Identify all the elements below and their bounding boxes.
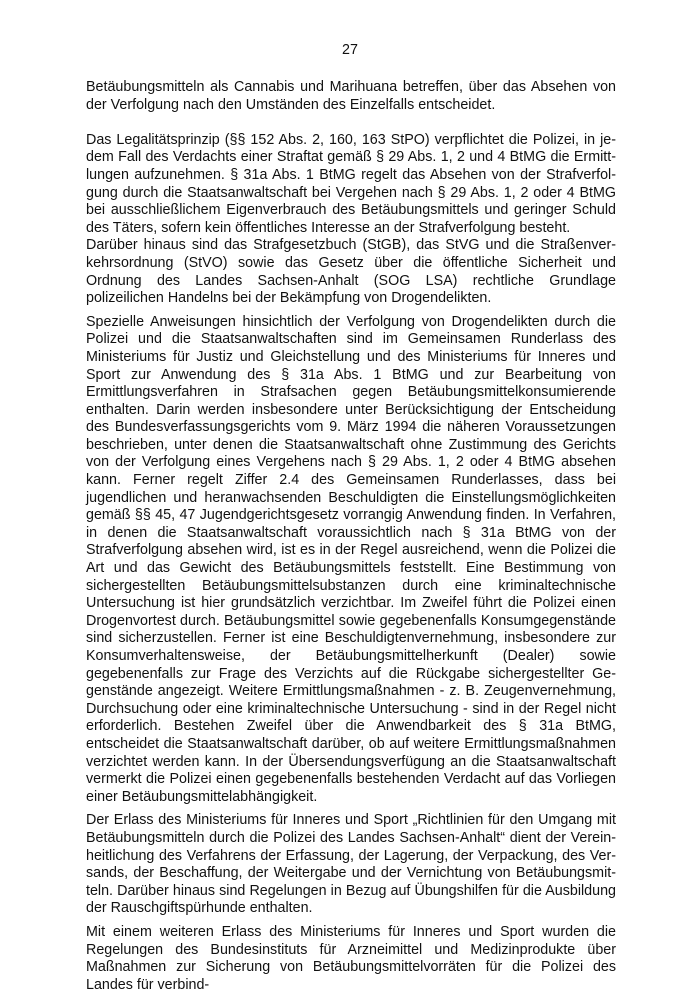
paragraph-special-instructions: Spezielle Anweisungen hinsichtlich der Verfolgung von Drogendelikten durch die Polizei und die Staatsanwaltschaften sind im Gemeinsamen Runderlass des Ministeriums für Justiz und Gleichstellung und des Ministeriums für Inneres und Sport zur Anwendung des § 31a Abs. 1 BtMG und zur Bearbeitung von Ermittlungsverfahren in Strafsachen gegen Betäubungsmittelkonsumierende enthalten. Darin werden insbesondere unter Berücksichtigung der Entscheidung des Bundesverfassungsgerichts vom 9. März 1994 die näheren Voraussetzungen beschrieben, unter denen die Staatsanwaltschaft ohne Zustimmung des Gerichts von der Verfolgung eines Vergehens nach § 29 Abs. 1, 2 oder 4 BtMG absehen kann. Ferner regelt Ziffer 2.4 des Gemeinsamen Runderlasses, dass bei jugendlichen und heranwachsenden Beschuldigten die Einstellungsmöglichkeiten gemäß §§ 45, 47 Jugendgerichtsgesetz vorrangig Anwendung finden. In Verfahren, in denen die Staatsanwaltschaft voraussichtlich nach § 31a BtMG von der Strafverfolgung absehen wird, ist es in der Regel ausreichend, wenn die Polizei die Art und das Gewicht des Betäubungsmittels feststellt. Eine Bestimmung von sichergestellten Betäubungsmittelsubstanzen durch eine kriminaltechnische Untersuchung ist hier grundsätzlich verzichtbar. Im Zweifel führt die Polizei einen Drogenvortest durch. Betäubungsmittel sowie gegebenenfalls Konsumgegenstände sind sicherzustellen. Ferner ist eine Beschuldigtenvernehmung, insbesondere zur Konsumverhaltensweise, der Betäubungsmittelherkunft (Dealer) sowie gegebenenfalls zur Frage des Verzichts auf die Rückgabe sichergestellter Gegenstände angezeigt. Weitere Ermittlungsmaßnahmen - z. B. Zeugenvernehmung, Durchsuchung oder eine kriminaltechnische Untersuchung - sind in der Regel nicht erforderlich. Bestehen Zweifel über die Anwendbarkeit des § 31a BtMG, entscheidet die Staatsanwaltschaft darüber, ob auf weitere Ermittlungsmaßnahmen verzichtet werden kann. In der Übersendungsverfügung an die Staatsanwaltschaft vermerkt die Polizei einen gegebenenfalls bestehenden Verdacht auf das Vorliegen einer Betäubungsmittelabhängigkeit. xyxy=(86,313,616,805)
paragraph-decree-guidelines: Der Erlass des Ministeriums für Inneres und Sport „Richtlinien für den Umgang mit Betäubungsmitteln durch die Polizei des Landes Sachsen-Anhalt“ dient der Vereinheitlichung des Verfahrens der Erfassung, der Lagerung, der Verpackung, des Versands, der Beschaffung, der Weitergabe und der Vernichtung von Betäubungsmitteln. Darüber hinaus sind Regelungen in Bezug auf Übungshilfen für die Ausbildung der Rauschgiftspürhunde enthalten. xyxy=(86,812,616,917)
page-number: 27 xyxy=(342,42,358,58)
paragraph-further-decree: Mit einem weiteren Erlass des Ministeriums für Inneres und Sport wurden die Regelungen des Bundesinstituts für Arzneimittel und Medizinprodukte über Maßnahmen zur Sicherung von Betäubungsmittelvorräten für die Polizei des Landes für verbind- xyxy=(86,923,616,993)
paragraph-legalitaetsprinzip: Das Legalitätsprinzip (§§ 152 Abs. 2, 160, 163 StPO) verpflichtet die Polizei, in jedem Fall des Verdachts einer Straftat gemäß § 29 Abs. 1, 2 und 4 BtMG die Ermittlungen aufzunehmen. § 31a Abs. 1 BtMG regelt das Absehen von der Strafverfolgung durch die Staatsanwaltschaft bei Vergehen nach § 29 Abs. 1, 2 oder 4 BtMG bei ausschließlichem Eigenverbrauch des Betäubungsmittels und geringer Schuld des Täters, sofern kein öffentliches Interesse an der Strafverfolgung besteht. xyxy=(86,131,616,236)
paragraph-legal-basis: Darüber hinaus sind das Strafgesetzbuch (StGB), das StVG und die Straßenverkehrsordnung (StVO) sowie das Gesetz über die öffentliche Sicherheit und Ordnung des Landes Sachsen-Anhalt (SOG LSA) rechtliche Grundlage polizeilichen Handelns bei der Bekämpfung von Drogendelikten. xyxy=(86,237,616,307)
paragraph-opening-continuation: Betäubungsmitteln als Cannabis und Marihuana betreffen, über das Absehen von der Verfolgung nach den Umständen des Einzelfalls entscheidet. xyxy=(86,79,616,113)
body-text xyxy=(86,79,616,994)
